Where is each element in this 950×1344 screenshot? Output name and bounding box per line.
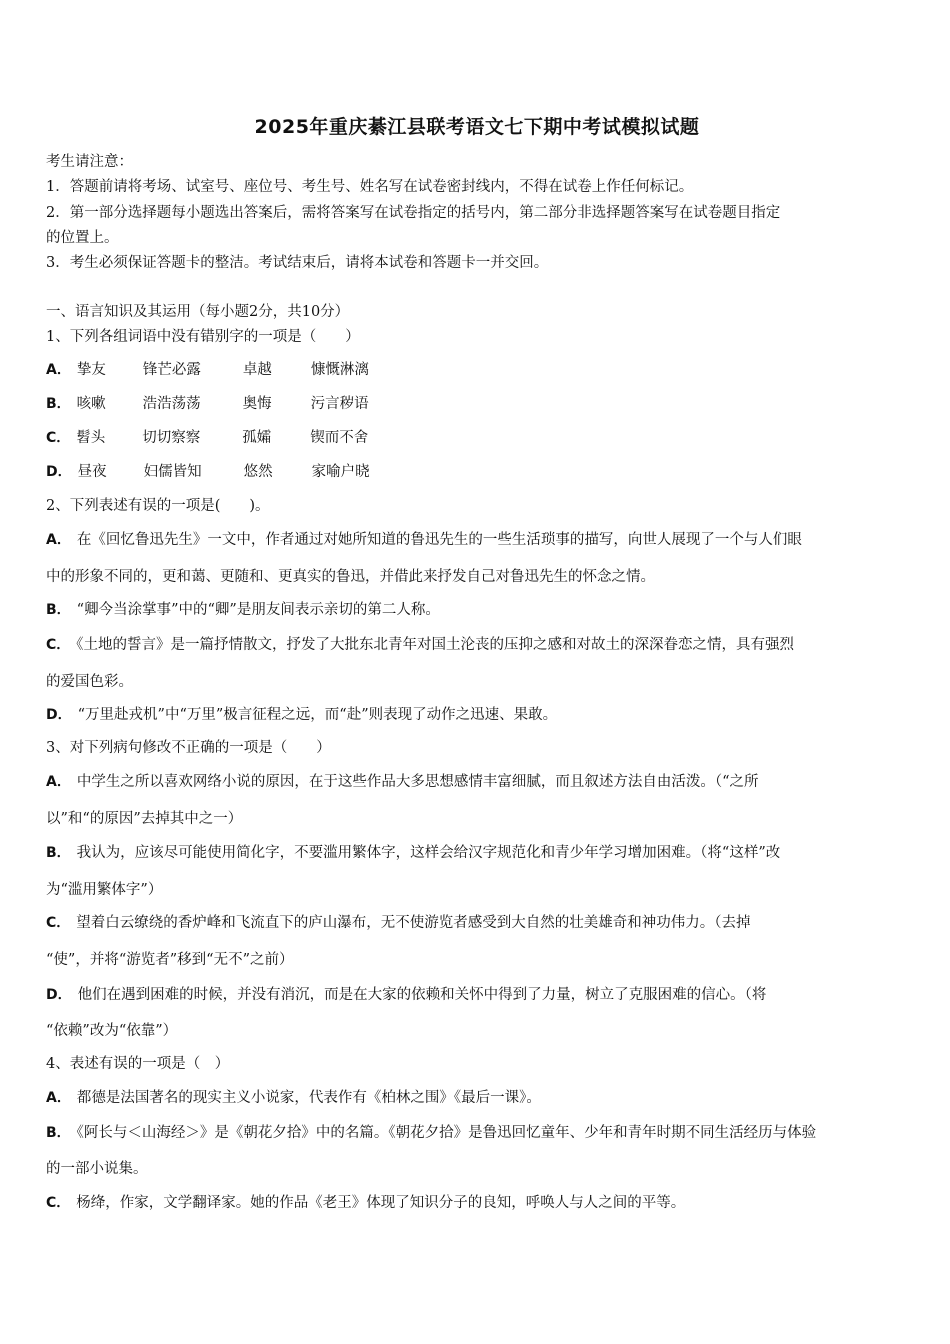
option-word: 卓越: [242, 362, 272, 378]
q3-option-d: [46, 985, 908, 1005]
option-word: 奥悔: [242, 396, 272, 412]
option-label: A．: [46, 774, 71, 790]
q1-option-a: [46, 360, 908, 380]
option-text: 我认为，应该尽可能使用简化字，不要滥用繁体字，这样会给汉字规范化和青少年学习增加困难。（将“这样”改: [76, 845, 781, 861]
q3-option-d-cont: “依赖”改为“依靠”）: [46, 1023, 178, 1039]
notice-item: 的位置上。: [46, 230, 119, 246]
option-word: 悠然: [243, 464, 273, 480]
option-text: 都德是法国著名的现实主义小说家，代表作有《柏林之围》《最后一课》。: [76, 1090, 541, 1106]
option-word: 孤孀: [242, 430, 272, 446]
option-text: 杨绛，作家，文学翻译家。她的作品《老王》体现了知识分子的良知，呼唤人与人之间的平等。: [76, 1195, 686, 1211]
option-label: D．: [46, 707, 72, 723]
q2-option-a-cont: 中的形象不同的，更和蔼、更随和、更真实的鲁迅，并借此来抒发自己对鲁迅先生的怀念之情。: [46, 569, 655, 585]
option-word: 妇儒皆知: [143, 464, 202, 480]
q1-option-b: [46, 394, 908, 414]
option-text: 望着白云缭绕的香炉峰和飞流直下的庐山瀑布，无不使游览者感受到大自然的壮美雄奇和神功伟力。（去掉: [76, 915, 751, 931]
option-text: “万里赴戎机”中“万里”极言征程之远，而“赴”则表现了动作之迅速、果敢。: [77, 707, 558, 723]
question-3-stem: 3、对下列病句修改不正确的一项是（ ）: [46, 740, 331, 756]
q4-option-b: [46, 1123, 908, 1143]
option-text: 《土地的誓言》是一篇抒情散文，抒发了大批东北青年对国土沦丧的压抑之感和对故土的深深眷恋之情，具有强烈: [76, 637, 795, 653]
notice-item: 1．答题前请将考场、试室号、座位号、考生号、姓名写在试卷密封线内，不得在试卷上作任何标记。: [46, 179, 694, 195]
option-label: B．: [46, 602, 71, 618]
option-word: 切切察察: [142, 430, 201, 446]
option-label: A．: [46, 532, 71, 548]
notice-item: 3．考生必须保证答题卡的整洁。考试结束后，请将本试卷和答题卡一并交回。: [46, 255, 549, 271]
option-word: 髫头: [76, 430, 106, 446]
q2-option-b: [46, 600, 908, 620]
q2-option-c-cont: 的爱国色彩。: [46, 674, 133, 690]
option-text: 在《回忆鲁迅先生》一文中，作者通过对她所知道的鲁迅先生的一些生活琐事的描写，向世人展现了一个与人们眼: [76, 532, 802, 548]
exam-title: 2025年重庆綦江县联考语文七下期中考试模拟试题: [254, 116, 700, 138]
option-label: C．: [46, 915, 71, 931]
option-label: B．: [46, 1125, 71, 1141]
q2-option-d: [46, 705, 908, 725]
option-word: 锲而不舍: [310, 430, 369, 446]
q4-option-b-cont: 的一部小说集。: [46, 1161, 148, 1177]
option-word: 锋芒必露: [142, 362, 201, 378]
notice-heading: 考生请注意：: [46, 154, 133, 170]
option-label: C．: [46, 1195, 71, 1211]
q4-option-c: [46, 1193, 908, 1213]
q3-option-c-cont: “使”，并将“游览者”移到“无不”之前）: [46, 952, 294, 968]
q3-option-b-cont: 为“滥用繁体字”）: [46, 882, 163, 898]
q3-option-b: [46, 843, 908, 863]
option-word: 浩浩荡荡: [142, 396, 201, 412]
section-heading: 一、语言知识及其运用（每小题2分，共10分）: [46, 304, 350, 320]
option-label: D．: [46, 464, 72, 480]
option-label: A．: [46, 1090, 71, 1106]
q3-option-c: [46, 913, 908, 933]
option-text: 中学生之所以喜欢网络小说的原因，在于这些作品大多思想感情丰富细腻，而且叙述方法自由活泼。（“之所: [76, 774, 759, 790]
option-word: 昼夜: [77, 464, 107, 480]
option-label: C．: [46, 430, 71, 446]
option-label: C．: [46, 637, 71, 653]
q4-option-a: [46, 1088, 908, 1108]
q1-option-c: [46, 428, 908, 448]
option-word: 挚友: [76, 362, 106, 378]
q1-option-d: [46, 462, 908, 482]
question-2-stem: 2、下列表述有误的一项是( )。: [46, 498, 270, 514]
option-text: 他们在遇到困难的时候，并没有消沉，而是在大家的依赖和关怀中得到了力量，树立了克服困难的信心。（将: [77, 987, 767, 1003]
q3-option-a: [46, 772, 908, 792]
q2-option-c: [46, 635, 908, 655]
option-label: B．: [46, 396, 71, 412]
option-word: 污言秽语: [310, 396, 369, 412]
option-text: 《阿长与＜山海经＞》是《朝花夕拾》中的名篇。《朝花夕拾》是鲁迅回忆童年、少年和青年时期不同生活经历与体验: [76, 1125, 817, 1141]
option-word: 慷慨淋漓: [310, 362, 369, 378]
option-word: 家喻户晓: [311, 464, 370, 480]
option-word: 咳嗽: [76, 396, 106, 412]
question-1-stem: 1、下列各组词语中没有错别字的一项是（ ）: [46, 329, 360, 345]
notice-item: 2．第一部分选择题每小题选出答案后，需将答案写在试卷指定的括号内，第二部分非选择题答案写在试卷题目指定: [46, 205, 781, 221]
option-text: “卿今当涂掌事”中的“卿”是朋友间表示亲切的第二人称。: [76, 602, 440, 618]
q2-option-a: [46, 530, 908, 550]
option-label: D．: [46, 987, 72, 1003]
option-label: A．: [46, 362, 71, 378]
option-label: B．: [46, 845, 71, 861]
q3-option-a-cont: 以”和“的原因”去掉其中之一）: [46, 811, 243, 827]
question-4-stem: 4、表述有误的一项是（ ）: [46, 1056, 230, 1072]
